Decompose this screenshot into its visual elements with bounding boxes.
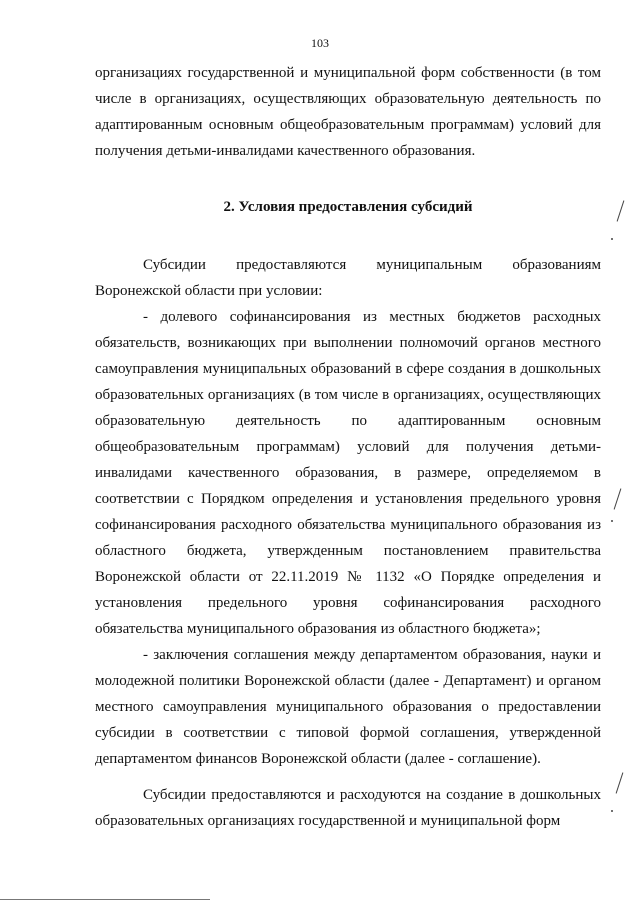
margin-mark xyxy=(616,772,624,793)
condition-agreement-paragraph: - заключения соглашения между департаментом образования, науки и молодежной политики Воронежской области (далее - Департамент) и органом местного самоуправления муниципального образования о предоставлении субсидии в соответствии с типовой формой соглашения, утвержденной департаментом финансов Воронежской области (далее - соглашение). xyxy=(95,647,601,767)
bottom-rule xyxy=(0,899,210,900)
document-body xyxy=(95,60,601,834)
margin-dot xyxy=(611,238,613,240)
page-number: 103 xyxy=(311,36,329,50)
spending-paragraph: Субсидии предоставляются и расходуются на создание в дошкольных образовательных организациях государственной и муниципальной форм xyxy=(95,787,601,829)
margin-mark xyxy=(614,488,622,509)
margin-dot xyxy=(611,520,613,522)
condition-cofinancing-paragraph: - долевого софинансирования из местных бюджетов расходных обязательств, возникающих при выполнении полномочий органов местного самоуправления муниципальных образований в сфере создания в дошкольных образовательных организациях (в том числе в организациях, осуществляющих образовательную деятельность по адаптированным основным общеобразовательным программам) условий для получения детьми-инвалидами качественного образования, в размере, определяемом в соответствии с Порядком определения и установления предельного уровня софинансирования расходного обязательства муниципального образования из областного бюджета, утвержденным постановлением правительства Воронежской области от 22.11.2019 № 1132 «О Порядке определения и установления предельного уровня софинансирования расходного обязательства муниципального образования из областного бюджета»; xyxy=(95,309,601,637)
conditions-intro-paragraph: Субсидии предоставляются муниципальным образованиям Воронежской области при условии: xyxy=(95,257,601,299)
margin-mark xyxy=(617,200,625,221)
continuation-paragraph: организациях государственной и муниципальной форм собственности (в том числе в организациях, осуществляющих образовательную деятельность по адаптированным основным общеобразовательным программам) условий для получения детьми-инвалидами качественного образования. xyxy=(95,65,601,159)
margin-dot xyxy=(611,810,613,812)
section-heading: 2. Условия предоставления субсидий xyxy=(223,199,473,215)
